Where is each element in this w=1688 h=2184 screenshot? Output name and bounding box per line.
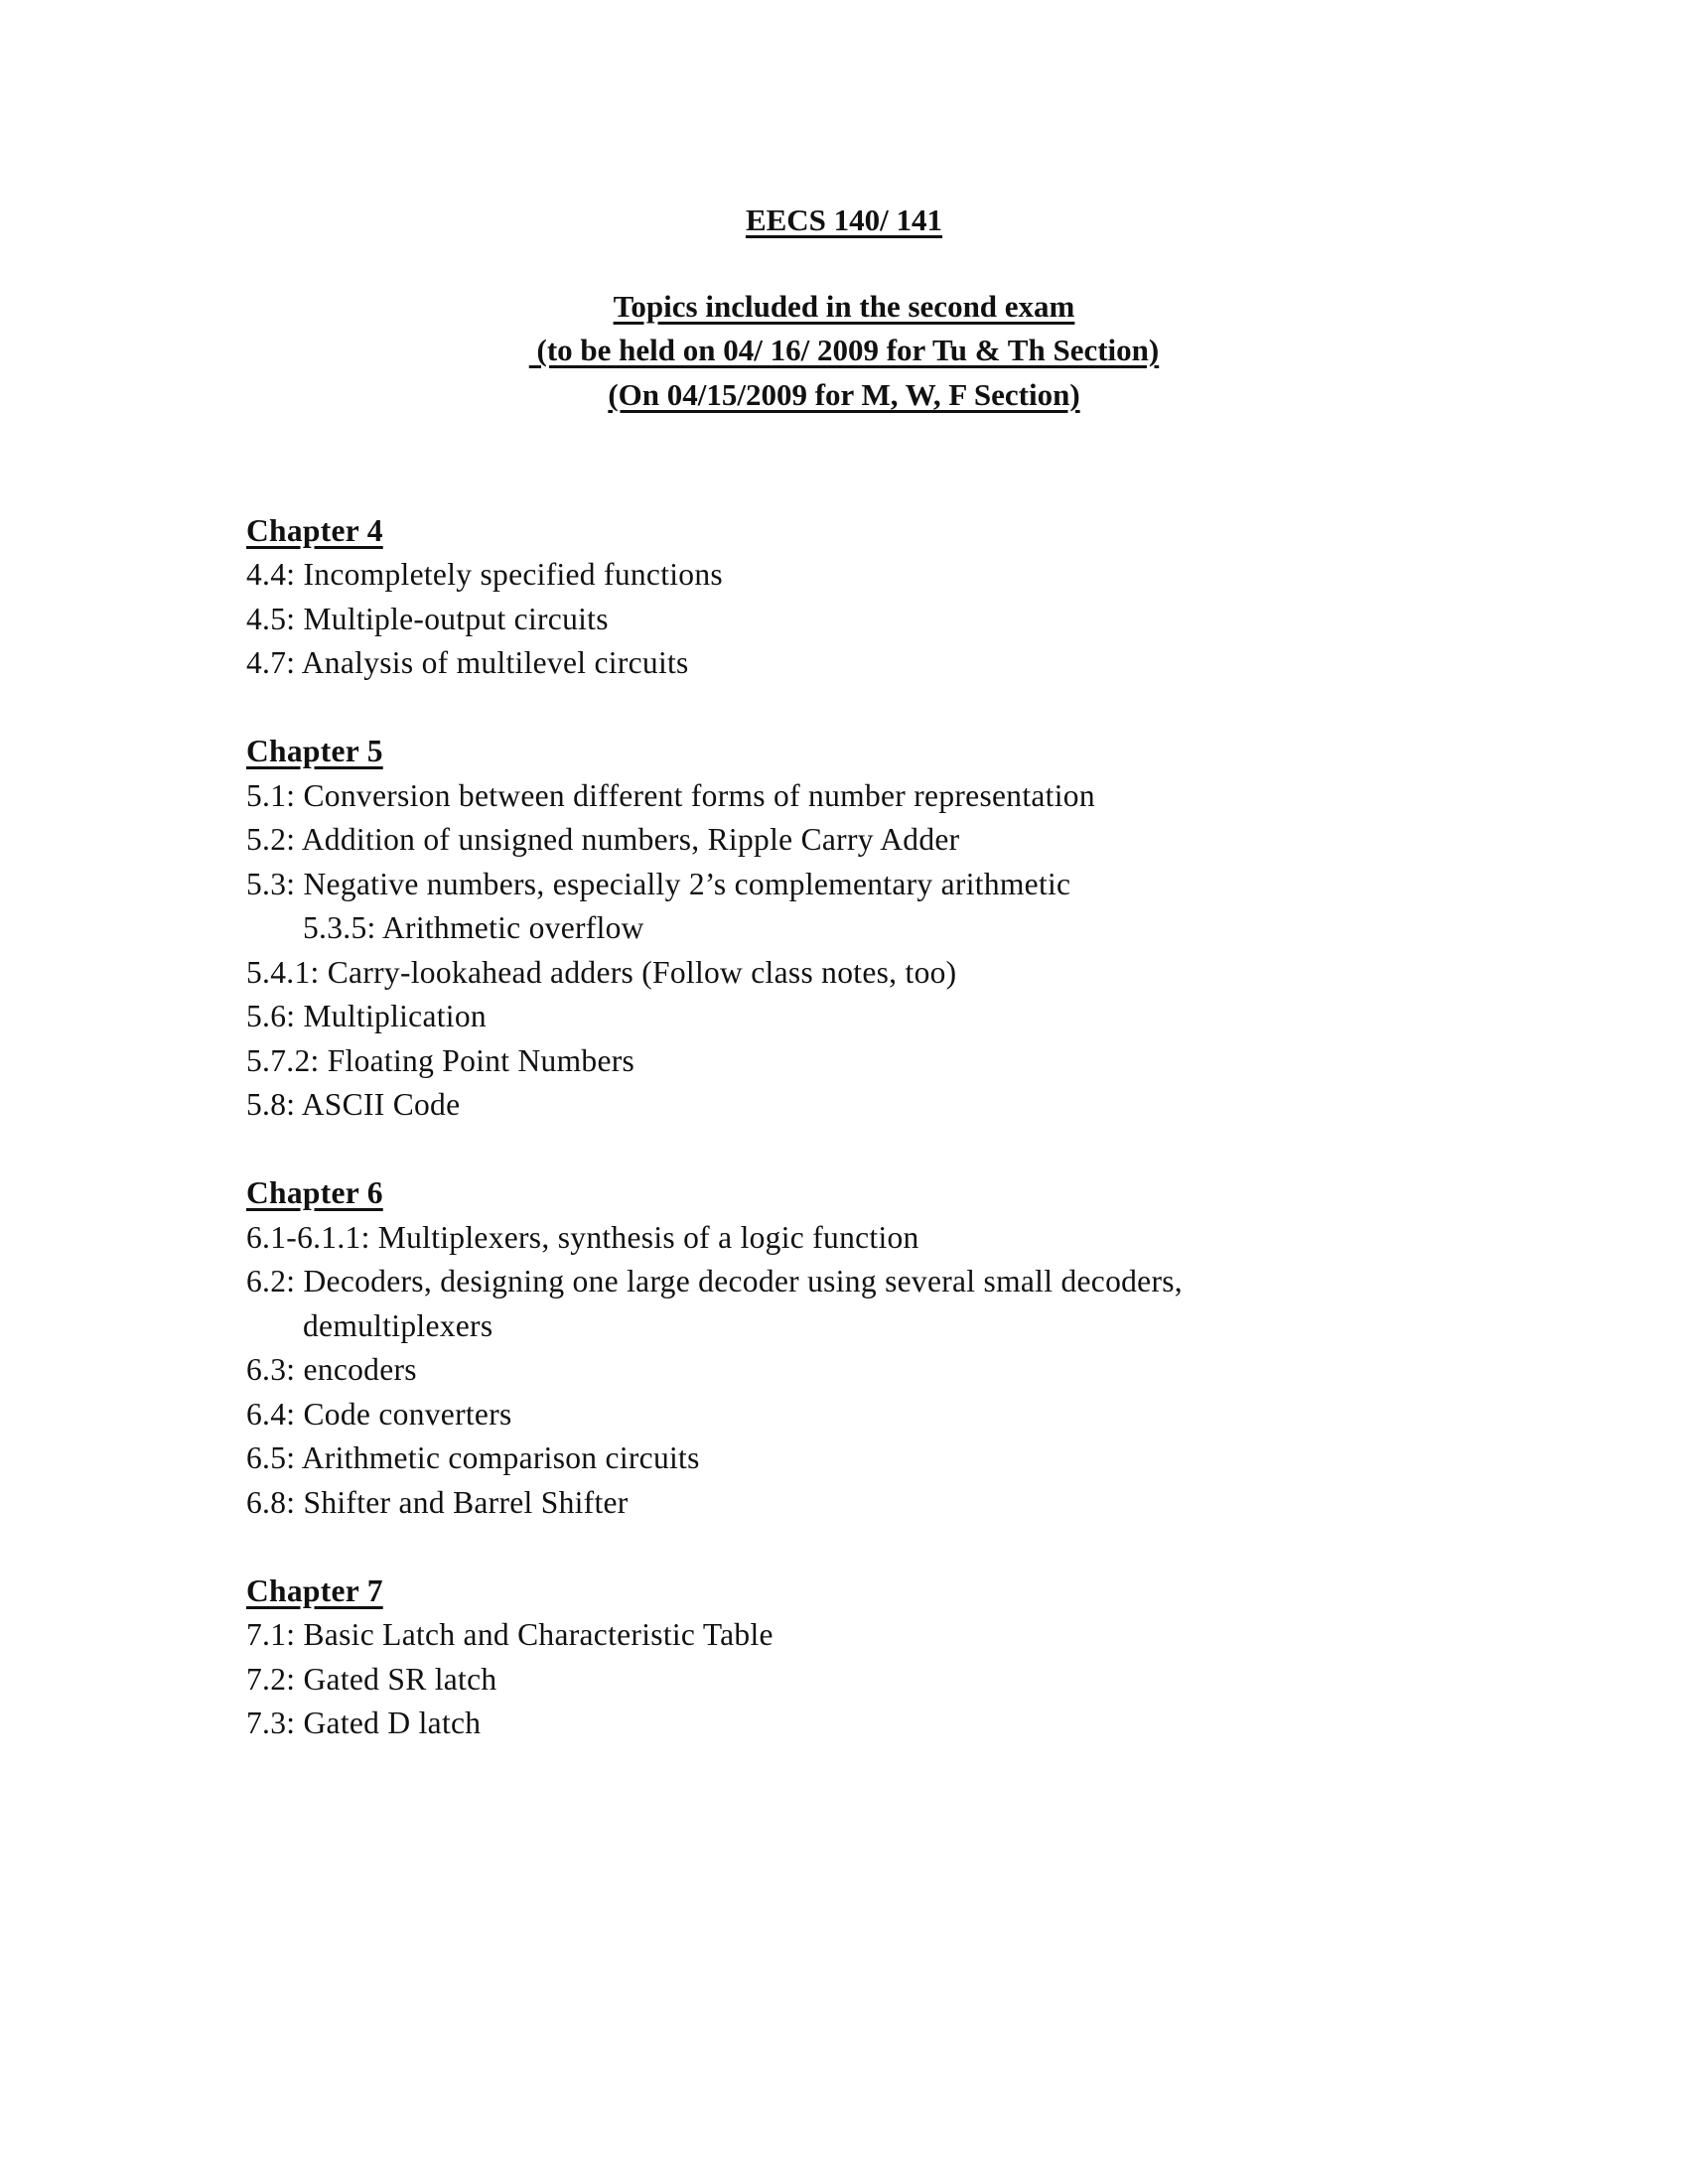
list-item: 5.6: Multiplication	[246, 999, 487, 1033]
exam-date-tu-th: (to be held on 04/ 16/ 2009 for Tu & Th Section)	[528, 333, 1160, 367]
list-item: 4.7: Analysis of multilevel circuits	[246, 645, 689, 680]
list-item: 5.1: Conversion between different forms of number representation	[246, 778, 1095, 813]
list-item: 6.4: Code converters	[246, 1397, 512, 1432]
chapter-heading: Chapter 4	[246, 513, 383, 548]
list-item-continuation: demultiplexers	[303, 1308, 493, 1343]
chapter-heading: Chapter 7	[246, 1573, 383, 1608]
list-item: 6.2: Decoders, designing one large decoder using several small decoders,	[246, 1264, 1183, 1298]
list-item: 5.3: Negative numbers, especially 2’s complementary arithmetic	[246, 867, 1071, 901]
chapter-heading: Chapter 5	[246, 734, 383, 768]
list-item: 6.8: Shifter and Barrel Shifter	[246, 1485, 629, 1520]
list-item: 7.2: Gated SR latch	[246, 1662, 497, 1697]
list-item: 5.2: Addition of unsigned numbers, Ripple Carry Adder	[246, 822, 960, 857]
exam-title: Topics included in the second exam	[613, 289, 1075, 324]
list-subitem: 5.3.5: Arithmetic overflow	[303, 910, 644, 945]
list-item: 6.3: encoders	[246, 1352, 417, 1387]
list-item: 4.4: Incompletely specified functions	[246, 557, 723, 592]
list-item: 6.1-6.1.1: Multiplexers, synthesis of a logic function	[246, 1220, 919, 1255]
course-title: EECS 140/ 141	[745, 203, 943, 237]
list-item: 4.5: Multiple-output circuits	[246, 602, 609, 636]
list-item: 7.3: Gated D latch	[246, 1706, 482, 1740]
exam-date-mwf: (On 04/15/2009 for M, W, F Section)	[608, 377, 1080, 412]
chapter-heading: Chapter 6	[246, 1175, 383, 1210]
list-item: 5.4.1: Carry-lookahead adders (Follow class notes, too)	[246, 955, 957, 990]
list-item: 5.8: ASCII Code	[246, 1087, 461, 1122]
list-item: 6.5: Arithmetic comparison circuits	[246, 1440, 700, 1475]
list-item: 7.1: Basic Latch and Characteristic Table	[246, 1617, 774, 1652]
list-item: 5.7.2: Floating Point Numbers	[246, 1043, 635, 1078]
